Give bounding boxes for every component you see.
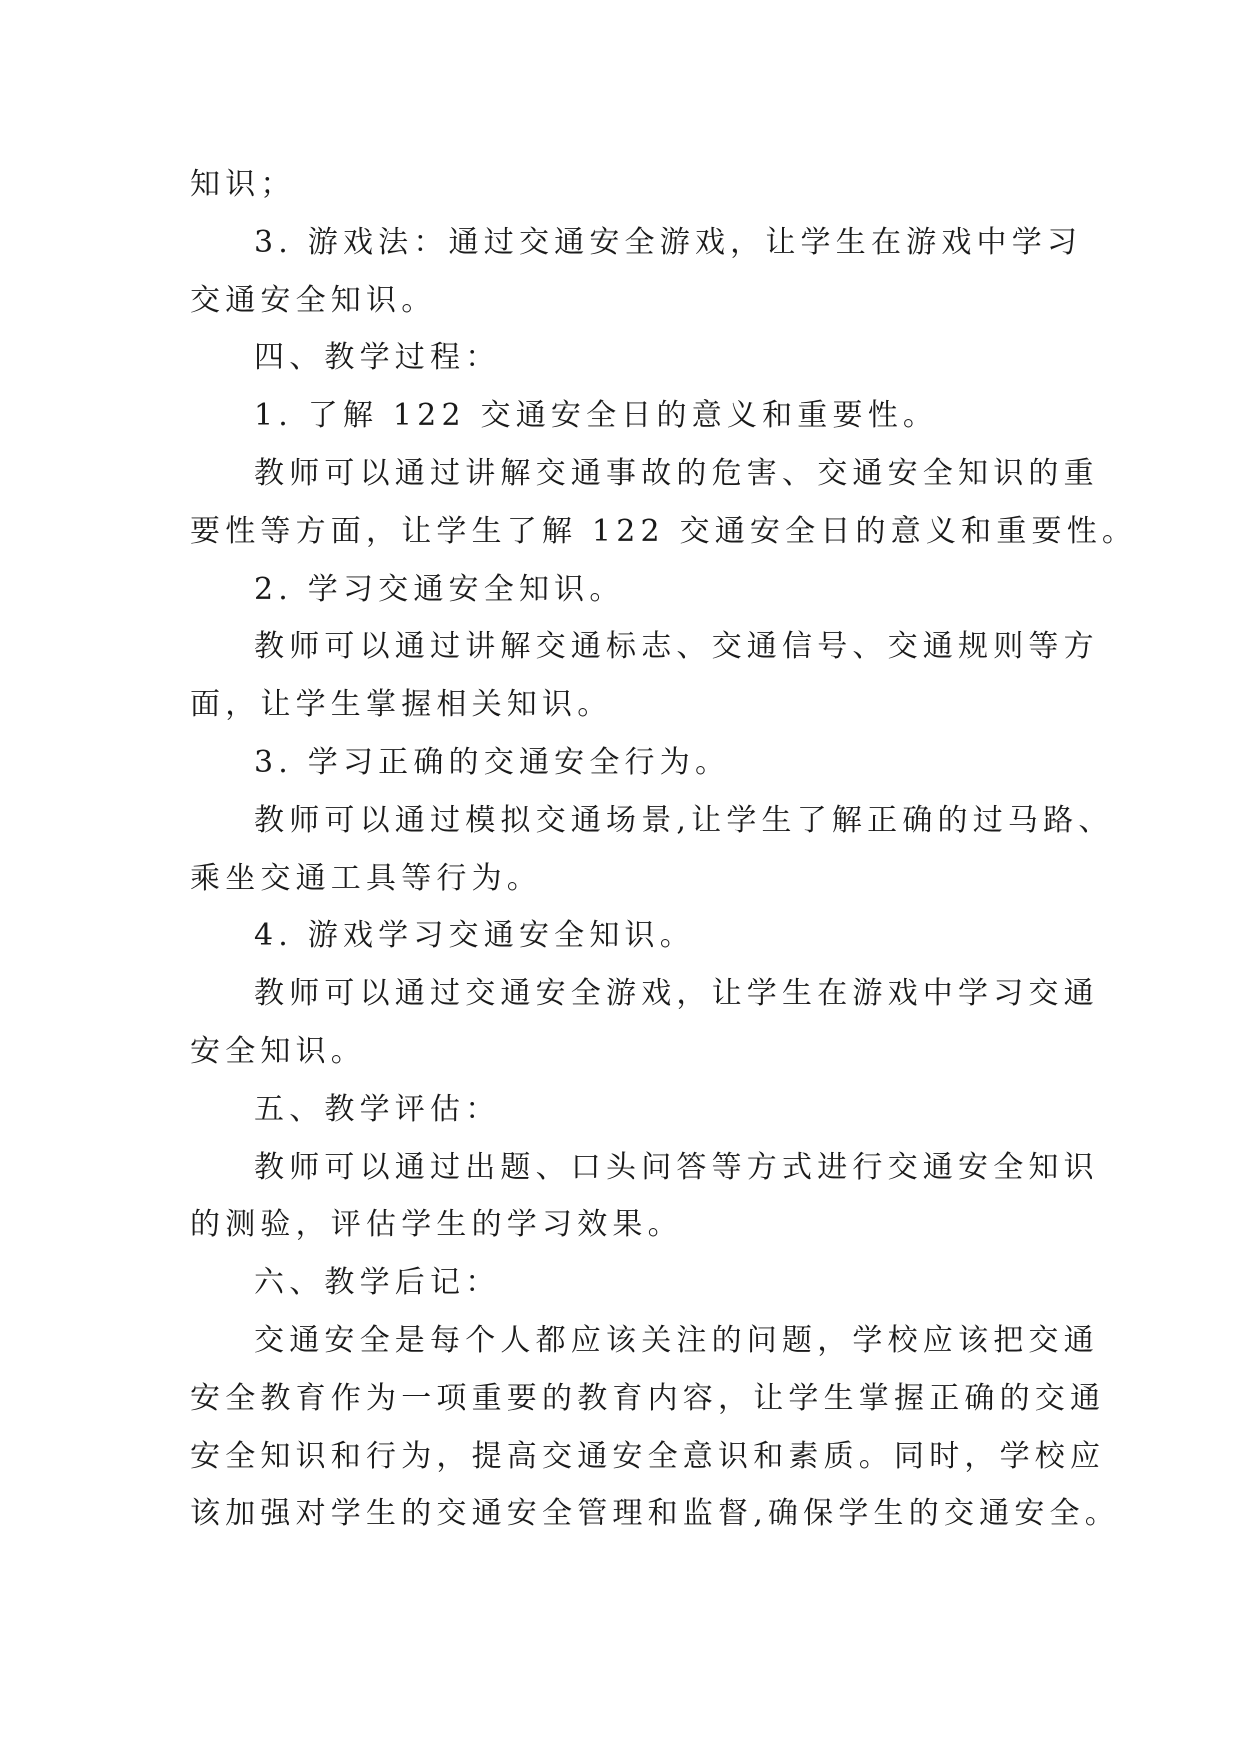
text-line: 4. 游戏学习交通安全知识。	[254, 918, 695, 954]
text-line: 安全知识。	[190, 1033, 366, 1069]
text-line: 教师可以通过讲解交通事故的危害、交通安全知识的重	[254, 455, 1099, 491]
document-body	[190, 156, 1138, 1543]
text-line: 要性等方面，让学生了解 122 交通安全日的意义和重要性。	[190, 513, 1138, 549]
text-line: 3. 游戏法：通过交通安全游戏，让学生在游戏中学习	[254, 224, 1083, 260]
text-line: 教师可以通过模拟交通场景,让学生了解正确的过马路、	[254, 802, 1114, 838]
section-heading: 五、教学评估：	[254, 1091, 501, 1127]
text-line: 安全知识和行为，提高交通安全意识和素质。同时，学校应	[190, 1438, 1106, 1474]
text-line: 安全教育作为一项重要的教育内容，让学生掌握正确的交通	[190, 1380, 1106, 1416]
text-line: 教师可以通过出题、口头问答等方式进行交通安全知识	[254, 1149, 1099, 1185]
text-line: 乘坐交通工具等行为。	[190, 860, 542, 896]
text-line: 知识；	[190, 167, 296, 202]
text-line: 3. 学习正确的交通安全行为。	[254, 744, 731, 780]
text-line: 面，让学生掌握相关知识。	[190, 687, 613, 723]
text-line: 教师可以通过讲解交通标志、交通信号、交通规则等方	[254, 629, 1099, 665]
text-line: 交通安全知识。	[190, 282, 437, 318]
section-heading: 六、教学后记：	[254, 1265, 501, 1301]
text-line: 教师可以通过交通安全游戏，让学生在游戏中学习交通	[254, 976, 1099, 1012]
text-line: 该加强对学生的交通安全管理和监督,确保学生的交通安全。	[190, 1496, 1120, 1532]
text-line: 2. 学习交通安全知识。	[254, 571, 625, 607]
text-line: 1. 了解 122 交通安全日的意义和重要性。	[254, 398, 939, 434]
section-heading: 四、教学过程：	[254, 340, 501, 376]
text-line: 的测验，评估学生的学习效果。	[190, 1207, 683, 1243]
text-line: 交通安全是每个人都应该关注的问题，学校应该把交通	[254, 1322, 1099, 1358]
